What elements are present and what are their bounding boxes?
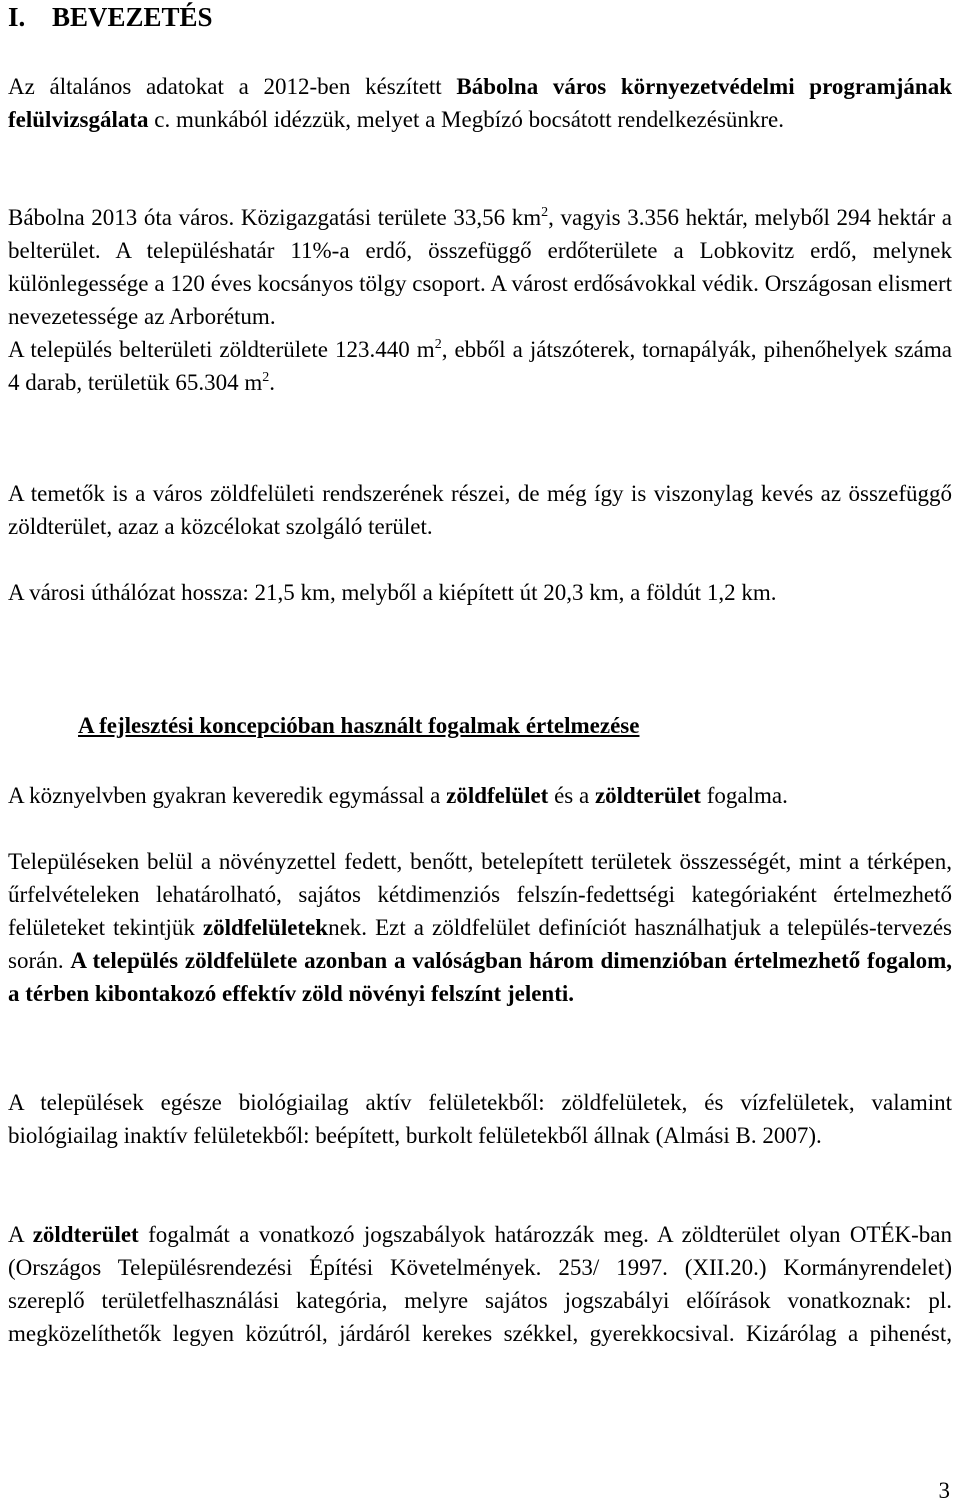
text-run: . [269,370,275,395]
term-zoldfelulet: zöldfelület [446,783,549,808]
chapter-title: BEVEZETÉS [52,2,213,32]
text-run: , vagyis 3.356 hektár, melyből 294 hektár a belterület. A településhatár 11%-a erdő, összefüggő erdőterülete a Lobkovitz erdő, melynek különlegessége a 120 éves kocsányos tölgy csoport. A várost erdősávokkal védik. Országosan elismert nevezetessége az Arborétum. [8,205,952,329]
section-heading: A fejlesztési koncepcióban használt fogalmak értelmezése [78,713,640,738]
term-zoldterulet: zöldterület [32,1222,139,1247]
concept-paragraph-4 [8,1218,952,1350]
text-run: c. munkából idézzük, melyet a Megbízó bocsátott rendelkezésünkre. [148,107,785,132]
emphasized-definition: A település zöldfelülete azonban a valóságban három dimenzióban értelmezhető fogalom, a térben kibontakozó effektív zöld növényi felszínt jelenti. [8,948,952,1006]
text-run: fogalma. [700,783,788,808]
superscript: 2 [434,337,442,352]
text-run: A [8,1222,33,1247]
superscript: 2 [262,370,270,385]
concept-paragraph-1 [8,779,952,812]
concept-paragraph-3: A települések egésze biológiailag aktív felületekből: zöldfelületek, és vízfelületek, valamint biológiailag inaktív felületekből: beépített, burkolt felületekből állnak (Almási B. 2007). [8,1090,952,1148]
chapter-heading [8,2,213,33]
term-zoldfeluletek: zöldfelületek [202,915,329,940]
text-run: fogalmát a vonatkozó jogszabályok határozzák meg. A zöldterület olyan OTÉK-ban (Országos Településrendezési Építési Követelmények. 253/ 1997. (XII.20.) Kormányrendelet) szereplő területfelhasználási kategória, melyre sajátos jogszabályi előírások vonatkoznak: pl. megközelíthetők legyen közútról, járdáról kerekes székkel, gyerekkocsival. Kizárólag a pihenést, [8,1222,953,1346]
intro-paragraph-4: A városi úthálózat hossza: 21,5 km, melyből a kiépített út 20,3 km, a földút 1,2 km. [8,580,777,605]
text-run: és a [548,783,595,808]
text-run: Az általános adatokat a 2012-ben készített [8,74,457,99]
superscript: 2 [541,205,549,220]
concept-paragraph-2 [8,845,952,1010]
program-title: Bábolna város környezetvédelmi programjának felülvizsgálata [8,74,952,132]
intro-paragraph-2 [8,201,952,399]
text-run: A köznyelvben gyakran keveredik egymással a [8,783,447,808]
term-zoldterulet: zöldterület [594,783,701,808]
chapter-number: I. [8,2,26,32]
page-number: 3 [938,1478,950,1503]
intro-paragraph-1 [8,70,952,136]
text-run: A település belterületi zöldterülete 123.440 m [8,337,435,362]
text-run: Bábolna 2013 óta város. Közigazgatási területe 33,56 km [8,205,542,230]
text-run: , ebből a játszóterek, tornapályák, pihenőhelyek száma 4 darab, területük 65.304 m [8,337,952,395]
text-run: nek. Ezt a zöldfelület definíciót használhatjuk a település-tervezés során. [8,915,953,973]
text-run: Településeken belül a növényzettel fedett, benőtt, betelepített területek összességét, mint a térképen, űrfelvételeken lehatárolható, sajátos kétdimenziós felszín-fedettségi kategóriaként értelmezhető felületeket tekintjük [8,849,952,940]
intro-paragraph-3: A temetők is a város zöldfelületi rendszerének részei, de még így is viszonylag kevés az összefüggő zöldterület, azaz a közcélokat szolgáló terület. [8,481,952,539]
